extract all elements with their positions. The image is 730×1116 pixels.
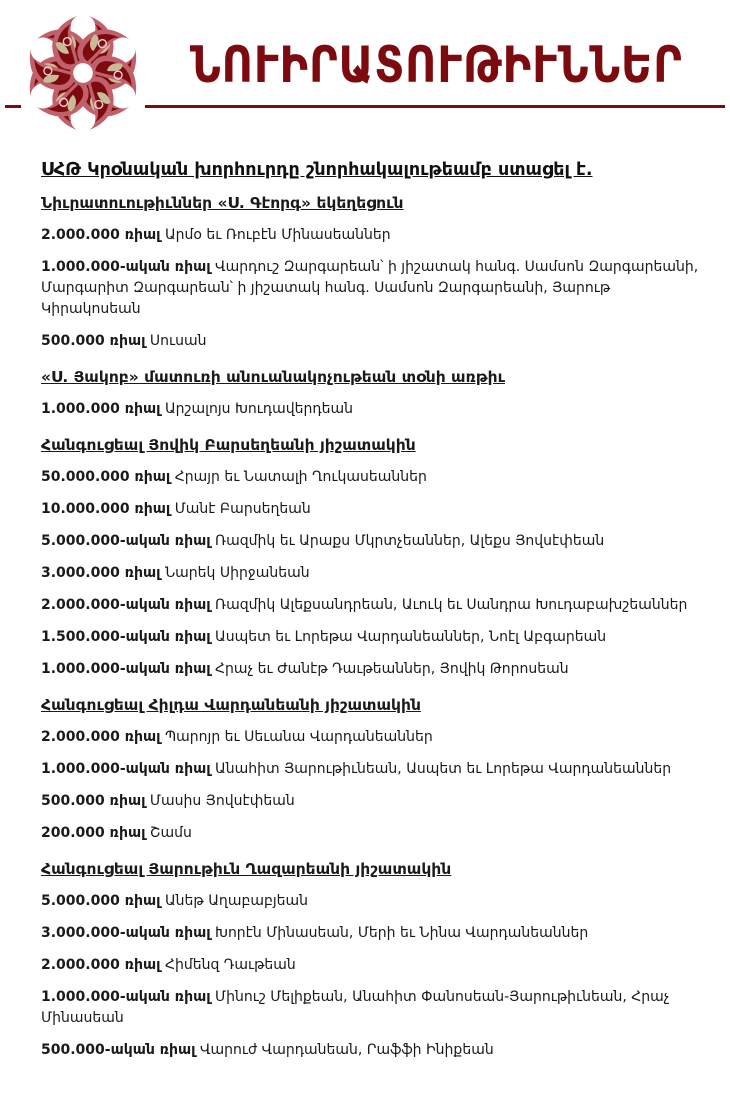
donation-amount: 5.000.000-ական ռիալ (41, 533, 211, 549)
donation-entry (41, 891, 701, 912)
donation-amount: 5.000.000 ռիալ (41, 893, 161, 909)
donor-names: Ռազմիկ եւ Արաքս Մկրտչեաններ, Ալեքս Յովսէփեան (215, 533, 605, 549)
donation-entry (41, 955, 701, 976)
donation-entry (41, 727, 701, 748)
armenian-ornament-rosette-icon (24, 14, 142, 132)
donor-names: Շամս (149, 825, 192, 841)
donation-entry (41, 531, 701, 552)
section-hovik-barseghyan (41, 434, 701, 680)
donor-names: Հրայր եւ Նատալի Ղուկասեաններ (174, 469, 427, 485)
donor-names: Մինուշ Մելիքեան, Անահիտ Փանոսեան-Յարութիւնեան, Հրաչ Մինասեան (41, 989, 670, 1026)
donation-amount: 200.000 ռիալ (41, 825, 146, 841)
donor-names: Վարդուշ Զարգարեան՝ ի յիշատակ հանգ. Սամսոն Զարգարեանի, Մարգարիտ Զարգարեան՝ ի յիշատակ հանգ. Սամսոն Զարգարեանի, Յարութ Կիրակոսեան (41, 259, 699, 317)
donor-names: Հրաչ եւ Ժանէթ Դաւթեաններ, Յովիկ Թորոսեան (215, 661, 569, 677)
donation-amount: 1.000.000-ական ռիալ (41, 259, 211, 275)
donor-names: Նարեկ Սիրջանեան (164, 565, 310, 581)
section-harutyun-ghazaryan (41, 858, 701, 1061)
donor-names: Խորէն Մինասեան, Մերի եւ Նինա Վարդանեաններ (215, 925, 589, 941)
donor-names: Հիմենզ Դաւթեան (164, 957, 296, 973)
page-header (0, 0, 730, 140)
donation-amount: 3.000.000-ական ռիալ (41, 925, 211, 941)
donor-names: Վարուժ Վարդանեան, Րաֆֆի Ինիքեան (199, 1042, 494, 1058)
donation-entry (41, 823, 701, 844)
donation-amount: 500.000 ռիալ (41, 793, 146, 809)
donation-entry (41, 923, 701, 944)
donor-names: Անեթ Աղաբաբյեան (164, 893, 309, 909)
section-st-gevorg (41, 192, 701, 352)
donations-list (41, 158, 701, 1075)
donation-amount: 500.000-ական ռիալ (41, 1042, 196, 1058)
donation-entry (41, 595, 701, 616)
donation-entry (41, 791, 701, 812)
donation-amount: 2.000.000 ռիալ (41, 957, 161, 973)
donor-names: Ռազմիկ Ալեքսանդրեան, Աւուկ եւ Սանդրա Խուդաբախշեաններ (215, 597, 688, 613)
header-rule-right (145, 105, 725, 108)
donation-amount: 3.000.000 ռիալ (41, 565, 161, 581)
donor-names: Պարոյր եւ Սեւանա Վարդանեաններ (164, 729, 433, 745)
donation-amount: 1.000.000 ռիալ (41, 401, 161, 417)
donor-names: Անահիտ Յարութիւնեան, Ասպետ եւ Լորեթա Վարդանեաններ (215, 761, 672, 777)
donation-amount: 2.000.000 ռիալ (41, 729, 161, 745)
donation-amount: 2.000.000-ական ռիալ (41, 597, 211, 613)
donation-entry (41, 659, 701, 680)
donor-names: Մանէ Բարսեղեան (174, 501, 311, 517)
donation-entry (41, 399, 701, 420)
intro-heading: ՍՀԹ Կրօնական խորհուրդը շնորհակալութեամբ ստացել է. (41, 160, 593, 180)
section-title: «Ս. Յակոբ» մատուռի անուանակոչութեան տօնի առթիւ (41, 368, 506, 386)
section-title: Նիւրատուութիւններ «Ս. Գէորգ» եկեղեցուն (41, 194, 404, 212)
donation-amount: 1.500.000-ական ռիալ (41, 629, 211, 645)
donation-entry (41, 331, 701, 352)
section-st-hakob (41, 366, 701, 420)
donation-amount: 500.000 ռիալ (41, 333, 146, 349)
donation-entry (41, 759, 701, 780)
donation-entry (41, 987, 701, 1029)
section-title: Հանգուցեալ Հիլդա Վարդանեանի յիշատակին (41, 696, 421, 714)
donation-amount: 1.000.000-ական ռիալ (41, 989, 211, 1005)
section-title: Հանգուցեալ Յարութիւն Ղազարեանի յիշատակին (41, 860, 452, 878)
donor-names: Ասպետ եւ Լորեթա Վարդանեաններ, Նոէլ Աբգարեան (215, 629, 607, 645)
donor-names: Արշալոյս Խուդավերդեան (164, 401, 354, 417)
donation-amount: 50.000.000 ռիալ (41, 469, 171, 485)
donation-amount: 1.000.000-ական ռիալ (41, 761, 211, 777)
donation-amount: 1.000.000-ական ռիալ (41, 661, 211, 677)
donation-entry (41, 257, 701, 320)
section-hilda-vardanyan (41, 694, 701, 844)
donation-entry (41, 1040, 701, 1061)
donation-amount: 2.000.000 ռիալ (41, 227, 161, 243)
header-rule-left (5, 105, 21, 108)
section-title: Հանգուցեալ Յովիկ Բարսեղեանի յիշատակին (41, 436, 416, 454)
donation-entry (41, 499, 701, 520)
donor-names: Սուսան (149, 333, 207, 349)
donation-amount: 10.000.000 ռիալ (41, 501, 171, 517)
donation-entry (41, 627, 701, 648)
page-title: ՆՈՒԻՐԱՏՈՒԹԻՒՆՆԵՐ (190, 36, 683, 94)
donor-names: Մասիս Յովսէփեան (149, 793, 295, 809)
donation-entry (41, 225, 701, 246)
donor-names: Արմօ եւ Ռուբէն Մինասեաններ (164, 227, 391, 243)
donation-entry (41, 563, 701, 584)
donation-entry (41, 467, 701, 488)
